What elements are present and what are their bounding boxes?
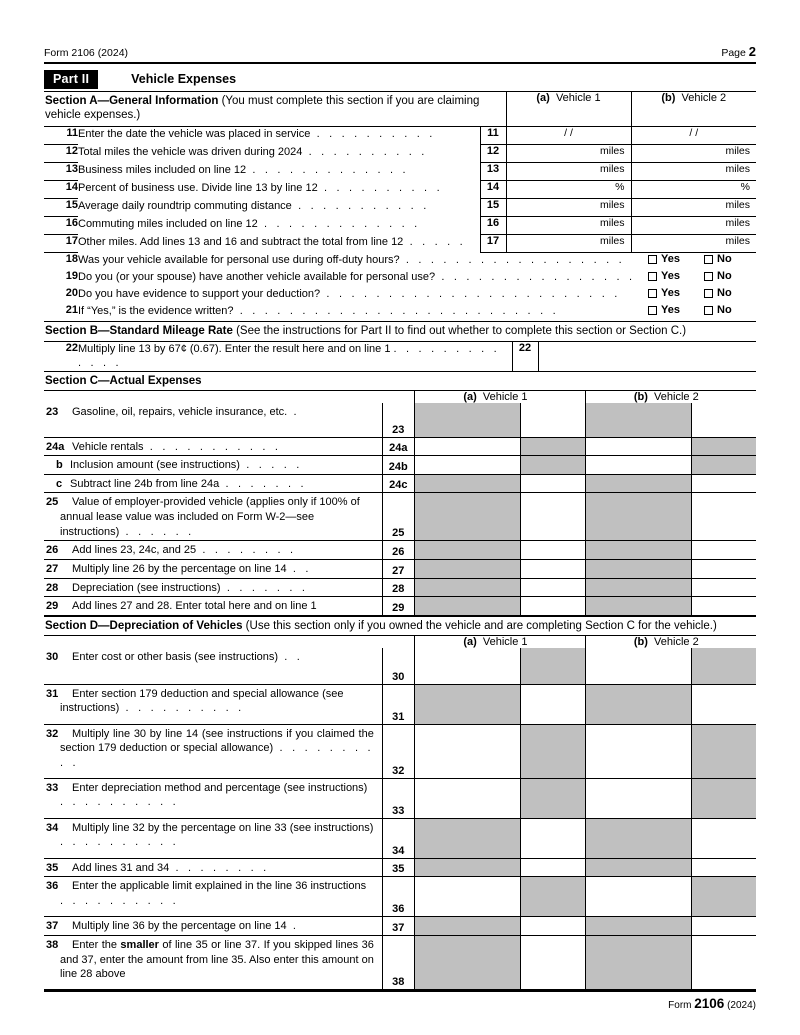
- line-box-number: 25: [382, 493, 414, 541]
- line-box-number: 16: [480, 217, 506, 235]
- table-row: [44, 403, 756, 437]
- line-box-number: 13: [480, 163, 506, 181]
- vehicle-1-dollars-field[interactable]: [414, 474, 520, 493]
- leader-dots: .: [286, 920, 300, 933]
- table-row: [44, 127, 756, 145]
- vehicle-2-field[interactable]: miles: [631, 217, 756, 235]
- yes-option[interactable]: [648, 270, 704, 287]
- no-label: No: [717, 287, 732, 300]
- table-row: [44, 217, 756, 235]
- vehicle-2-cents-field[interactable]: [691, 648, 756, 684]
- part-badge: Part II: [44, 70, 98, 89]
- no-checkbox[interactable]: [704, 255, 713, 264]
- line-number: 18: [65, 253, 78, 266]
- table-row: [44, 181, 756, 199]
- vehicle-2-dollars-field[interactable]: [585, 818, 691, 858]
- line-description: Was your vehicle available for personal use during off-duty hours? . . . . . . . . . . . . . . . . . .: [78, 254, 625, 267]
- section-c-col-a-cents-header: [520, 391, 585, 403]
- no-option[interactable]: [704, 304, 756, 321]
- no-option[interactable]: [704, 287, 756, 304]
- header-divider: [44, 62, 756, 64]
- no-checkbox[interactable]: [704, 306, 713, 315]
- table-row: [44, 541, 756, 560]
- table-row: [44, 493, 756, 541]
- line-number: 17: [44, 235, 78, 253]
- vehicle-2-dollars-field[interactable]: [585, 437, 691, 456]
- no-label: No: [717, 270, 732, 283]
- leader-dots: . . . . . . .: [220, 581, 309, 594]
- leader-dots: . . . . . . . . . . .: [291, 199, 430, 212]
- table-row: [44, 199, 756, 217]
- table-row: [44, 304, 756, 321]
- vehicle-2-dollars-field[interactable]: [585, 474, 691, 493]
- vehicle-2-dollars-field[interactable]: [585, 935, 691, 989]
- leader-dots: . . . . . . . . . .: [60, 894, 179, 907]
- line-box-number: 24c: [382, 474, 414, 493]
- vehicle-1-dollars-field[interactable]: [414, 684, 520, 724]
- vehicle-1-field[interactable]: / /: [506, 127, 631, 145]
- line-description: 37 Multiply line 36 by the percentage on line 14 .: [44, 917, 382, 936]
- line-description: 28 Depreciation (see instructions) . . . . . . .: [44, 578, 382, 597]
- vehicle-2-dollars-field[interactable]: [585, 877, 691, 917]
- vehicle-1-field[interactable]: miles: [506, 145, 631, 163]
- vehicle-2-cents-field[interactable]: [691, 818, 756, 858]
- section-d-heading: Section D—Depreciation of Vehicles (Use this section only if you owned the vehicle and are completing Section C for the vehicle.): [45, 619, 717, 632]
- vehicle-2-dollars-field[interactable]: [585, 559, 691, 578]
- no-option[interactable]: [704, 253, 756, 270]
- leader-dots: . . . . . . . .: [196, 544, 297, 557]
- vehicle-1-field[interactable]: miles: [506, 235, 631, 253]
- vehicle-2-field[interactable]: %: [631, 181, 756, 199]
- vehicle-1-dollars-field[interactable]: [414, 778, 520, 818]
- vehicle-1-cents-field[interactable]: [520, 597, 585, 616]
- table-row: [44, 578, 756, 597]
- section-d-col-b-cents-header: [691, 636, 756, 648]
- line-description: 31 Enter section 179 deduction and special allowance (see instructions) . . . . . . . . . .: [44, 684, 382, 724]
- line-description: 30 Enter cost or other basis (see instructions) . .: [44, 648, 382, 684]
- no-label: No: [717, 304, 732, 317]
- vehicle-1-cents-field[interactable]: [520, 917, 585, 936]
- vehicle-2-dollars-field[interactable]: [585, 456, 691, 475]
- vehicle-2-dollars-field[interactable]: [585, 858, 691, 877]
- vehicle-1-dollars-field[interactable]: [414, 437, 520, 456]
- line-number: 19: [65, 270, 78, 283]
- line-box-number: 38: [382, 935, 414, 989]
- line-description: Commuting miles included on line 12 . . . . . . . . . . . . .: [78, 217, 421, 230]
- line-number: 21: [65, 304, 78, 317]
- vehicle-2-cents-field[interactable]: [691, 437, 756, 456]
- vehicle-2-cents-field[interactable]: [691, 597, 756, 616]
- section-d-col-a-header: (a) Vehicle 1: [414, 636, 520, 648]
- spacer-desc-d: [44, 636, 382, 648]
- line-22-amount-field[interactable]: [538, 342, 756, 371]
- no-checkbox[interactable]: [704, 289, 713, 298]
- section-d-rows: [44, 648, 756, 990]
- vehicle-2-dollars-field[interactable]: [585, 578, 691, 597]
- line-box-number: 37: [382, 917, 414, 936]
- section-c-col-header: [44, 391, 756, 403]
- vehicle-2-dollars-field[interactable]: [585, 597, 691, 616]
- vehicle-1-field[interactable]: miles: [506, 217, 631, 235]
- section-a-heading: Section A—General Information (You must complete this section if you are claiming vehicle expenses.): [44, 92, 506, 126]
- vehicle-1-cents-field[interactable]: [520, 858, 585, 877]
- table-row: [44, 858, 756, 877]
- yes-label: Yes: [661, 253, 680, 266]
- leader-dots: . . . . . . . . . .: [119, 702, 245, 715]
- section-d-col-b-header: (b) Vehicle 2: [633, 636, 699, 649]
- form-id-label: Form 2106 (2024): [44, 47, 129, 59]
- part-ii-header: [44, 67, 756, 91]
- vehicle-1-dollars-field[interactable]: [414, 917, 520, 936]
- vehicle-2-cents-field[interactable]: [691, 877, 756, 917]
- vehicle-2-field[interactable]: miles: [631, 235, 756, 253]
- leader-dots: . . . . . . . . . .: [60, 796, 179, 809]
- vehicle-1-cents-field[interactable]: [520, 935, 585, 989]
- line-description: 35 Add lines 31 and 34 . . . . . . . .: [44, 858, 382, 877]
- line-box-number: 28: [382, 578, 414, 597]
- leader-dots: . . . . .: [403, 235, 466, 248]
- vehicle-2-cents-field[interactable]: [691, 935, 756, 989]
- table-row: [44, 597, 756, 616]
- line-22-description: Multiply line 13 by 67¢ (0.67). Enter the result here and on line 1 . . . . . . . . . . . . .: [78, 342, 500, 370]
- table-row: [44, 287, 756, 304]
- section-c-col-b-header: (b) Vehicle 2: [633, 391, 699, 404]
- line-box-number: 24a: [382, 437, 414, 456]
- line-description: Enter the date the vehicle was placed in service . . . . . . . . . .: [78, 127, 436, 140]
- leader-dots: . . . . . . .: [219, 477, 307, 490]
- table-row: [44, 917, 756, 936]
- section-a-table: [44, 92, 756, 127]
- table-row: [44, 270, 756, 287]
- vehicle-2-cents-field[interactable]: [691, 724, 756, 778]
- vehicle-2-cents-field[interactable]: [691, 778, 756, 818]
- vehicle-2-cents-field[interactable]: [691, 559, 756, 578]
- line-number: 13: [44, 163, 78, 181]
- section-a-col-a-header: (a) Vehicle 1: [506, 92, 631, 126]
- line-description: 33 Enter depreciation method and percentage (see instructions) . . . . . . . . . .: [44, 778, 382, 818]
- leader-dots: . . . . . . . . . . . . . . . . . . . . . . . .: [320, 288, 621, 301]
- vehicle-1-cents-field[interactable]: [520, 778, 585, 818]
- line-description: 38 Enter the smaller of line 35 or line 37. If you skipped lines 36 and 37, enter the amount from line 35. Also enter this amount on line 28 above: [44, 935, 382, 989]
- vehicle-2-cents-field[interactable]: [691, 474, 756, 493]
- vehicle-2-dollars-field[interactable]: [585, 403, 691, 437]
- line-box-number: 17: [480, 235, 506, 253]
- form-footer: Form 2106 (2024): [668, 995, 756, 1011]
- leader-dots: . . . . . . . . . . . . .: [246, 163, 409, 176]
- leader-dots: . . . . . . . . . .: [60, 742, 374, 769]
- leader-dots: . . . . . . . . . . . . . . . .: [435, 271, 636, 284]
- vehicle-1-dollars-field[interactable]: [414, 597, 520, 616]
- line-description: 34 Multiply line 32 by the percentage on line 33 (see instructions) . . . . . . . . . .: [44, 818, 382, 858]
- section-b-heading: Section B—Standard Mileage Rate (See the instructions for Part II to find out whether to complete this section or Section C.): [45, 325, 687, 338]
- no-option[interactable]: [704, 270, 756, 287]
- line-description: 24a Vehicle rentals . . . . . . . . . . .: [44, 437, 382, 456]
- line-number: 11: [44, 127, 78, 145]
- leader-dots: . . . . . . . . . . . . . . . . . .: [399, 254, 625, 267]
- vehicle-1-dollars-field[interactable]: [414, 724, 520, 778]
- page-header: [44, 44, 756, 62]
- leader-dots: . . . . . .: [119, 525, 195, 538]
- leader-dots: . . . . . . . . . .: [317, 181, 443, 194]
- vehicle-1-dollars-field[interactable]: [414, 403, 520, 437]
- section-a-col-b-header: (b) Vehicle 2: [631, 92, 756, 126]
- yes-option[interactable]: [648, 287, 704, 304]
- line-box-number: 15: [480, 199, 506, 217]
- vehicle-1-cents-field[interactable]: [520, 541, 585, 560]
- section-c-col-a-header: (a) Vehicle 1: [414, 391, 520, 403]
- vehicle-1-dollars-field[interactable]: [414, 493, 520, 541]
- vehicle-2-field[interactable]: miles: [631, 199, 756, 217]
- page-number-label: Page 2: [721, 44, 756, 59]
- line-box-number: 31: [382, 684, 414, 724]
- vehicle-1-dollars-field[interactable]: [414, 935, 520, 989]
- vehicle-2-field[interactable]: miles: [631, 163, 756, 181]
- yes-checkbox[interactable]: [648, 272, 657, 281]
- line-description: 29 Add lines 27 and 28. Enter total here and on line 1: [44, 597, 382, 616]
- vehicle-1-cents-field[interactable]: [520, 648, 585, 684]
- vehicle-2-dollars-field[interactable]: [585, 493, 691, 541]
- vehicle-1-cents-field[interactable]: [520, 437, 585, 456]
- vehicle-2-dollars-field[interactable]: [585, 917, 691, 936]
- vehicle-1-cents-field[interactable]: [520, 403, 585, 437]
- line-box-number: 34: [382, 818, 414, 858]
- line-description: 26 Add lines 23, 24c, and 25 . . . . . . . .: [44, 541, 382, 560]
- vehicle-1-cents-field[interactable]: [520, 474, 585, 493]
- vehicle-2-dollars-field[interactable]: [585, 648, 691, 684]
- section-a-header-row: [44, 92, 756, 126]
- footer-form-number: 2106: [694, 995, 725, 1011]
- table-row: [44, 456, 756, 475]
- line-box-number: 30: [382, 648, 414, 684]
- leader-dots: . . . . .: [239, 459, 303, 472]
- vehicle-2-cents-field[interactable]: [691, 541, 756, 560]
- vehicle-2-field[interactable]: miles: [631, 145, 756, 163]
- vehicle-2-cents-field[interactable]: [691, 403, 756, 437]
- section-d-col-header: [44, 636, 756, 648]
- line-description: c Subtract line 24b from line 24a . . . . . . .: [44, 474, 382, 493]
- vehicle-1-dollars-field[interactable]: [414, 456, 520, 475]
- line-description: If “Yes,” is the evidence written? . . . . . . . . . . . . . . . . . . . . . . . . . .: [78, 305, 559, 318]
- vehicle-1-cents-field[interactable]: [520, 724, 585, 778]
- table-row: [44, 724, 756, 778]
- vehicle-2-dollars-field[interactable]: [585, 541, 691, 560]
- vehicle-1-dollars-field[interactable]: [414, 578, 520, 597]
- page-number: 2: [748, 44, 756, 59]
- vehicle-1-dollars-field[interactable]: [414, 541, 520, 560]
- yes-label: Yes: [661, 287, 680, 300]
- no-checkbox[interactable]: [704, 272, 713, 281]
- section-d-col-a-cents-header: [520, 636, 585, 648]
- line-description: 36 Enter the applicable limit explained in the line 36 instructions . . . . . . . . . .: [44, 877, 382, 917]
- yes-option[interactable]: [648, 304, 704, 321]
- vehicle-1-dollars-field[interactable]: [414, 648, 520, 684]
- vehicle-2-cents-field[interactable]: [691, 917, 756, 936]
- spacer-num: [382, 391, 414, 403]
- line-box-number: 11: [480, 127, 506, 145]
- line-box-number: 29: [382, 597, 414, 616]
- line-box-number: 24b: [382, 456, 414, 475]
- line-description: 27 Multiply line 26 by the percentage on line 14 . .: [44, 559, 382, 578]
- line-box-number: 14: [480, 181, 506, 199]
- line-description: Business miles included on line 12 . . . . . . . . . . . . .: [78, 163, 409, 176]
- section-a-rows: [44, 127, 756, 254]
- vehicle-2-dollars-field[interactable]: [585, 778, 691, 818]
- leader-dots: . . . . . . . . . . . . . . . . . . . . . . . . . .: [233, 305, 559, 318]
- leader-dots: . . . . . . . . . .: [302, 145, 428, 158]
- line-22-row: [44, 342, 756, 371]
- yes-label: Yes: [661, 304, 680, 317]
- leader-dots: . . . . . . . .: [169, 861, 270, 874]
- line-box-number: 32: [382, 724, 414, 778]
- vehicle-1-cents-field[interactable]: [520, 684, 585, 724]
- table-row: [44, 648, 756, 684]
- table-row: [44, 437, 756, 456]
- section-c-col-b-cents-header: [691, 391, 756, 403]
- table-row: [44, 235, 756, 253]
- line-number: 12: [44, 145, 78, 163]
- line-description: Do you (or your spouse) have another vehicle available for personal use? . . . . . . . . . . . . . . . .: [78, 271, 636, 284]
- leader-dots: . .: [286, 562, 312, 575]
- line-box-number: 33: [382, 778, 414, 818]
- line-description: Average daily roundtrip commuting distance . . . . . . . . . . .: [78, 199, 430, 212]
- spacer-num-d: [382, 636, 414, 648]
- line-description: Total miles the vehicle was driven during 2024 . . . . . . . . . .: [78, 145, 428, 158]
- vehicle-2-dollars-field[interactable]: [585, 724, 691, 778]
- line-description: b Inclusion amount (see instructions) . . . . .: [44, 456, 382, 475]
- line-description: Do you have evidence to support your deduction? . . . . . . . . . . . . . . . . . . . . . . . .: [78, 288, 621, 301]
- vehicle-2-field[interactable]: / /: [631, 127, 756, 145]
- line-22-box-number: 22: [512, 342, 538, 371]
- leader-dots: . . . . . . . . . .: [60, 836, 179, 849]
- line-box-number: 27: [382, 559, 414, 578]
- leader-dots: . . . . . . . . . .: [310, 127, 436, 140]
- vehicle-2-dollars-field[interactable]: [585, 684, 691, 724]
- vehicle-1-cents-field[interactable]: [520, 456, 585, 475]
- leader-dots: .: [287, 406, 300, 419]
- leader-dots: . . . . . . . . . . . . .: [78, 342, 500, 370]
- vehicle-1-cents-field[interactable]: [520, 578, 585, 597]
- line-number: 20: [65, 287, 78, 300]
- section-a-yesno-rows: [44, 253, 756, 321]
- table-row: [44, 935, 756, 989]
- vehicle-1-field[interactable]: miles: [506, 199, 631, 217]
- vehicle-2-cents-field[interactable]: [691, 493, 756, 541]
- table-row: [44, 474, 756, 493]
- line-description: 23 Gasoline, oil, repairs, vehicle insurance, etc. .: [44, 403, 382, 437]
- vehicle-2-cents-field[interactable]: [691, 578, 756, 597]
- footer-year: (2024): [727, 999, 756, 1011]
- table-row: [44, 253, 756, 270]
- leader-dots: . . . . . . . . . . .: [143, 440, 282, 453]
- yes-label: Yes: [661, 270, 680, 283]
- vehicle-1-field[interactable]: miles: [506, 163, 631, 181]
- vehicle-1-cents-field[interactable]: [520, 877, 585, 917]
- table-row: [44, 163, 756, 181]
- vehicle-1-field[interactable]: %: [506, 181, 631, 199]
- table-row: [44, 559, 756, 578]
- table-row: [44, 145, 756, 163]
- vehicle-1-dollars-field[interactable]: [414, 559, 520, 578]
- line-description: 32 Multiply line 30 by line 14 (see instructions if you claimed the section 179 deduction or special allowance) . . . . . . . . . .: [44, 724, 382, 778]
- leader-dots: . .: [278, 651, 304, 664]
- vehicle-1-dollars-field[interactable]: [414, 818, 520, 858]
- yes-checkbox[interactable]: [648, 255, 657, 264]
- line-number: 16: [44, 217, 78, 235]
- table-row: [44, 778, 756, 818]
- section-c-rows: [44, 403, 756, 616]
- yes-checkbox[interactable]: [648, 306, 657, 315]
- line-box-number: 26: [382, 541, 414, 560]
- vehicle-2-cents-field[interactable]: [691, 684, 756, 724]
- table-row: [44, 818, 756, 858]
- leader-dots: . . . . . . . . . . . . .: [257, 217, 421, 230]
- vehicle-1-dollars-field[interactable]: [414, 858, 520, 877]
- yes-checkbox[interactable]: [648, 289, 657, 298]
- table-row: [44, 877, 756, 917]
- line-description: Percent of business use. Divide line 13 by line 12 . . . . . . . . . .: [78, 181, 443, 194]
- line-box-number: 12: [480, 145, 506, 163]
- table-row: [44, 684, 756, 724]
- vehicle-2-cents-field[interactable]: [691, 858, 756, 877]
- spacer-desc: [44, 391, 382, 403]
- vehicle-1-dollars-field[interactable]: [414, 877, 520, 917]
- vehicle-2-cents-field[interactable]: [691, 456, 756, 475]
- vehicle-1-cents-field[interactable]: [520, 559, 585, 578]
- no-label: No: [717, 253, 732, 266]
- line-description: 25 Value of employer-provided vehicle (applies only if 100% of annual lease value was included on Form W-2—see instructions) . . . . . .: [44, 493, 382, 541]
- line-description: Other miles. Add lines 13 and 16 and subtract the total from line 12 . . . . .: [78, 235, 466, 248]
- section-b-table: [44, 342, 756, 371]
- vehicle-1-cents-field[interactable]: [520, 493, 585, 541]
- line-number: 14: [44, 181, 78, 199]
- yes-option[interactable]: [648, 253, 704, 270]
- part-title: Vehicle Expenses: [131, 72, 237, 86]
- line-box-number: 23: [382, 403, 414, 437]
- section-c-heading: Section C—Actual Expenses: [45, 374, 202, 387]
- vehicle-1-cents-field[interactable]: [520, 818, 585, 858]
- line-22-number: 22: [65, 341, 78, 354]
- line-number: 15: [44, 199, 78, 217]
- line-box-number: 36: [382, 877, 414, 917]
- line-box-number: 35: [382, 858, 414, 877]
